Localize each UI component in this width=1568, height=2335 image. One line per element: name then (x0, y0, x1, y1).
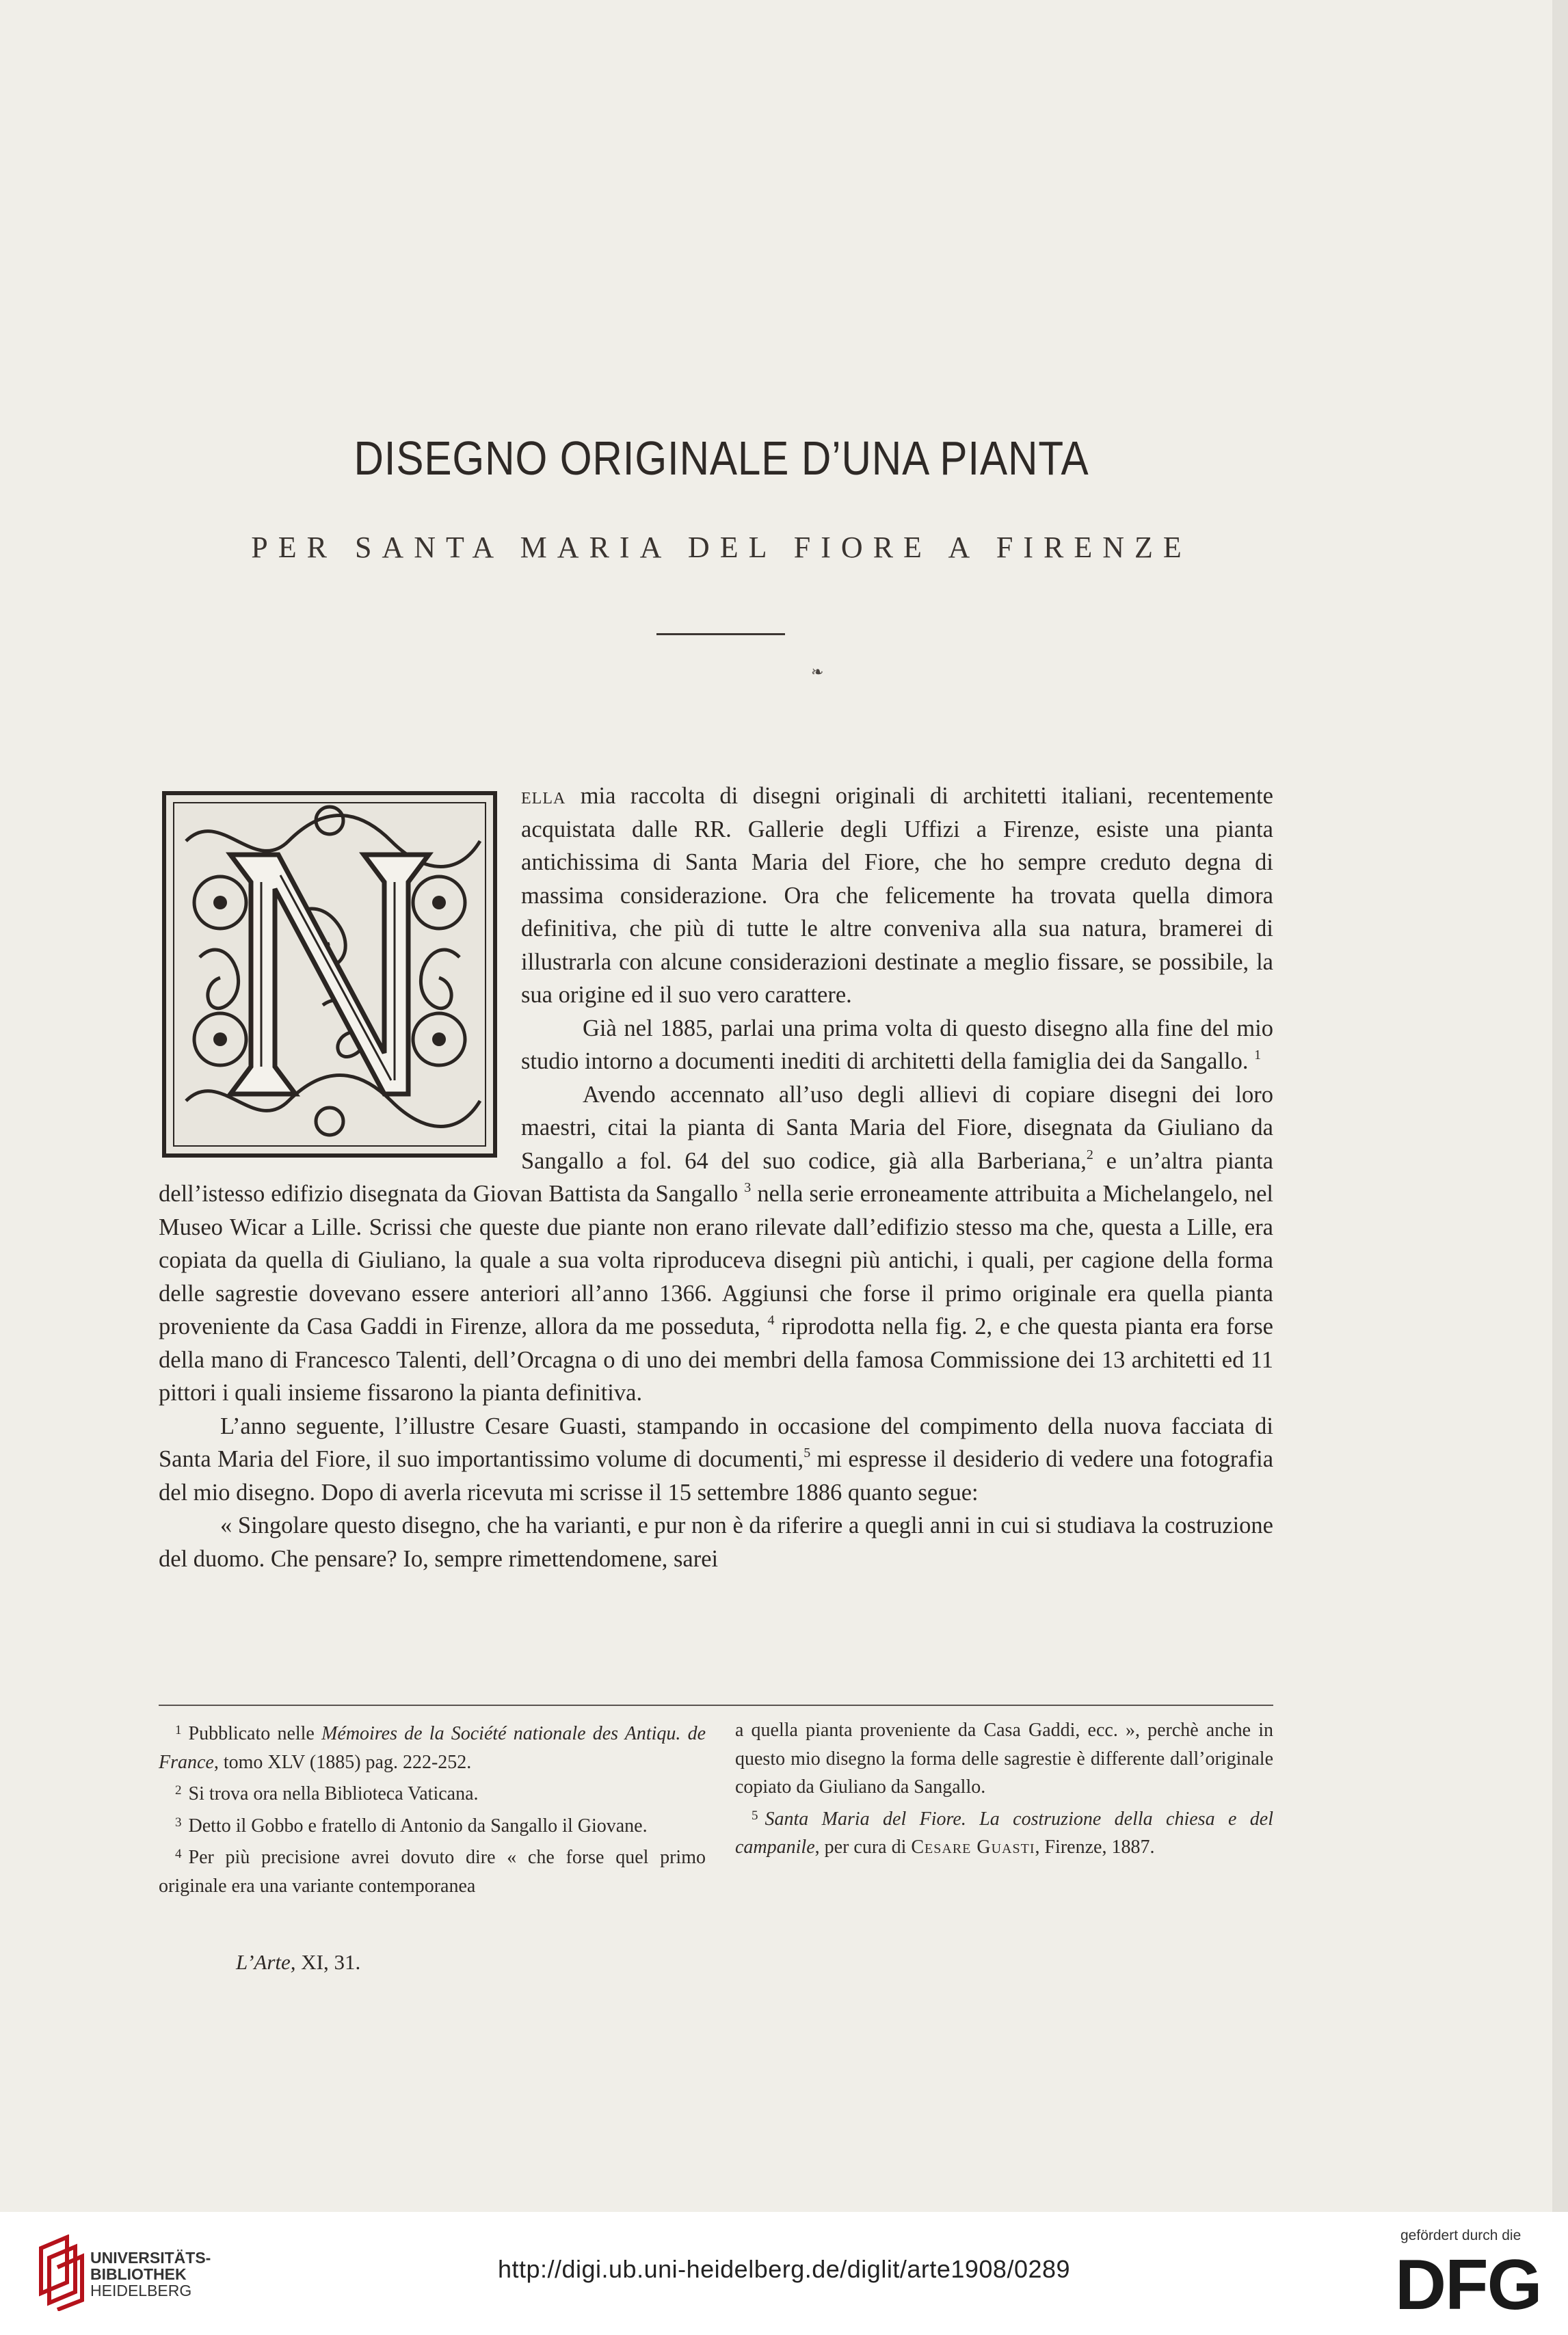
footnote-2-number: 2 (175, 1783, 182, 1798)
footnote-ref-2: 2 (1086, 1147, 1093, 1162)
page-edge (1552, 0, 1568, 2212)
footnote-4 (159, 1840, 706, 1900)
fleuron-ornament: ❧ (811, 663, 824, 680)
paragraph-3-text-d: riprodotta nella fig. 2, e che questa pianta era forse della mano di Francesco Talenti, dell’Orcagna o di uno dei membri della famosa Commissione dei 13 architetti ed 11 pittori i quali insieme fissarono la pianta definitiva. (159, 1313, 1273, 1406)
paragraph-3-text-b: e un’altra pianta dell’istesso edifizio disegnata da Giovan Battista da Sangallo (159, 1147, 1273, 1207)
sponsor-caption: gefördert durch die (1400, 2228, 1522, 2243)
footnote-rule (159, 1705, 1273, 1706)
paragraph-4-text-b: mi espresse il desiderio di vedere una fotografia del mio disegno. Dopo di averla ricevuta mi scrisse il 15 settembre 1886 quanto segue: (159, 1446, 1274, 1506)
library-name-line-2: BIBLIOTHEK (90, 2265, 187, 2283)
paragraph-4 (159, 1410, 1273, 1510)
footnote-3 (159, 1809, 706, 1841)
signature-volume: XI, 31. (295, 1950, 361, 1974)
footnote-1 (159, 1716, 706, 1776)
title-rule (656, 633, 785, 635)
dfg-logo[interactable]: DFG (1395, 2245, 1541, 2325)
footnote-5 (735, 1802, 1273, 1862)
footnote-3-number: 3 (175, 1815, 182, 1830)
footnote-ref-1: 1 (1254, 1048, 1262, 1063)
footnote-4-number: 4 (175, 1847, 182, 1861)
footnote-2-text: Si trova ora nella Biblioteca Vaticana. (188, 1783, 479, 1804)
paragraph-1-text: mia raccolta di disegni originali di architetti italiani, recentemente acquistata dalle RR. Gallerie degli Uffizi a Firenze, esiste una pianta antichissima di Santa Maria del Fiore, che ho sempre creduto degna di massima considerazione. Ora che felicemente ha trovata quella dimora definitiva, che più di tutte le altre conveniva alla sua natura, bramerei di illustrarla con alcune considerazioni destinate a meglio fissare, se possibile, la sua origine ed il suo vero carattere. (521, 783, 1273, 1008)
paragraph-5: « Singolare questo disegno, che ha varianti, e pur non è da riferire a quegli anni in cui si studiava la costruzione del duomo. Che pensare? Io, sempre rimettendomene, sarei (159, 1512, 1273, 1572)
footnote-5-author: Cesare Guasti (911, 1837, 1035, 1858)
library-name-line-3: HEIDELBERG (90, 2282, 192, 2299)
footnote-5-title: Santa Maria del Fiore. La costruzione della chiesa e del campanile (735, 1808, 1273, 1858)
paragraph-4-text-a: L’anno seguente, l’illustre Cesare Guasti, stampando in occasione del compimento della nuova facciata di Santa Maria del Fiore, il suo importantissimo volume di documenti, (159, 1413, 1273, 1472)
article-subtitle: PER SANTA MARIA DEL FIORE A FIRENZE (251, 531, 1192, 564)
footnote-1-number: 1 (175, 1723, 182, 1737)
footnote-5-text-b: , Firenze, 1887. (1035, 1837, 1155, 1858)
paragraph-2-text: Già nel 1885, parlai una prima volta di questo disegno alla fine del mio studio intorno a documenti inediti di architetti della famiglia dei da Sangallo. (521, 1015, 1273, 1074)
footnote-1-text-b: , tomo XLV (1885) pag. 222-252. (213, 1751, 472, 1773)
initial-space (159, 779, 521, 1159)
footnote-ref-4: 4 (767, 1313, 775, 1328)
footnote-3-text: Detto il Gobbo e fratello di Antonio da Sangallo il Giovane. (188, 1815, 648, 1837)
footnote-5-number: 5 (752, 1808, 758, 1823)
signature-journal: L’Arte, (236, 1950, 296, 1974)
library-name-line-1: UNIVERSITÄTS- (90, 2249, 211, 2267)
paragraph-1-lead: ella (521, 783, 566, 809)
footnote-5-text-a: , per cura di (814, 1837, 912, 1858)
page-signature (236, 1950, 360, 1975)
footnotes-left-column (159, 1716, 706, 1900)
footnote-ref-3: 3 (744, 1180, 752, 1195)
permalink-url[interactable]: http://digi.ub.uni-heidelberg.de/diglit/arte1908/0289 (497, 2255, 1071, 2283)
footnote-1-title: Mémoires de la Société nationale des Antiqu. de France (159, 1723, 706, 1773)
footnote-4-continued: a quella pianta proveniente da Casa Gaddi, ecc. », perchè anche in questo mio disegno la forma delle sagrestie è differente dall’originale copiato da Giuliano da Sangallo. (735, 1720, 1273, 1798)
paragraph-3-text-c: nella serie erroneamente attribuita a Michelangelo, nel Museo Wicar a Lille. Scrissi che queste due piante non erano rilevate dall’edifizio stesso ma che, questa a Lille, era copiata da quella di Giuliano, la quale a sua volta riproduceva disegni più antichi, i quali, per cagione della forma delle sagrestie dovevano essere anteriori all’anno 1366. Aggiunsi che forse il primo originale era quella pianta proveniente da Casa Gaddi in Firenze, allora da me posseduta, (159, 1181, 1273, 1339)
footnote-4-text: Per più precisione avrei dovuto dire « che forse quel primo originale era una variante contemporanea (159, 1847, 706, 1897)
footnote-1-text-a: Pubblicato nelle (188, 1723, 322, 1744)
paragraph-3-text-a: Avendo accennato all’uso degli allievi di copiare disegni dei loro maestri, citai la pianta di Santa Maria del Fiore, disegnata da Giuliano da Sangallo a fol. 64 del suo codice, già alla Barberiana, (521, 1081, 1273, 1174)
footnote-ref-5: 5 (803, 1445, 811, 1460)
footnote-2 (159, 1776, 706, 1809)
article-body (159, 779, 1273, 1575)
article-title: DISEGNO ORIGINALE D’UNA PIANTA (354, 431, 1089, 485)
footnotes-right-column (735, 1716, 1273, 1862)
